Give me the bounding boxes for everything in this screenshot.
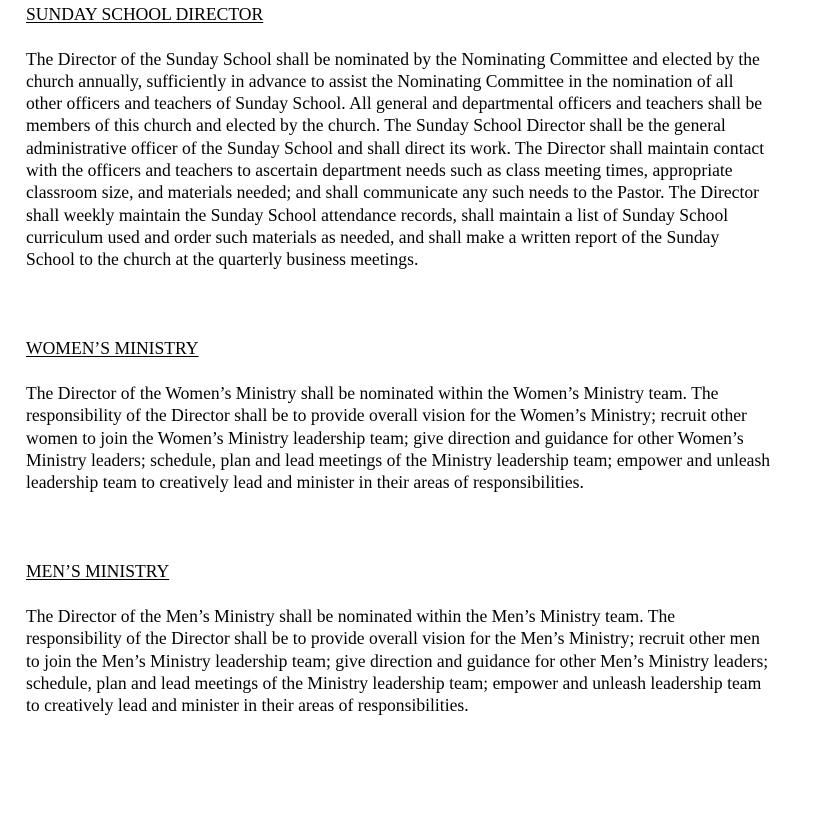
section-spacer xyxy=(26,271,771,316)
document-page xyxy=(26,3,771,717)
section-sunday-school-director xyxy=(26,3,771,271)
section-heading: MEN’S MINISTRY xyxy=(26,561,170,582)
section-body: The Director of the Sunday School shall be nominated by the Nominating Committee and elected by the church annually, sufficiently in advance to assist the Nominating Committee in the nomination of all other officers and teachers of Sunday School. All general and departmental officers and teachers shall be members of this church and elected by the church. The Sunday School Director shall be the general administrative officer of the Sunday School and shall direct its work. The Director shall maintain contact with the officers and teachers to ascertain department needs such as class meeting times, appropriate classroom size, and materials needed; and shall communicate any such needs to the Pastor. The Director shall weekly maintain the Sunday School attendance records, shall maintain a list of Sunday School curriculum used and order such materials as needed, and shall make a written report of the Sunday School to the church at the quarterly business meetings. xyxy=(26,48,765,270)
section-heading: WOMEN’S MINISTRY xyxy=(26,338,199,359)
section-body: The Director of the Men’s Ministry shall be nominated within the Men’s Ministry team. The responsibility of the Director shall be to provide overall vision for the Men’s Ministry; recruit other men to join the Men’s Ministry leadership team; give direction and guidance for other Men’s Ministry leaders; schedule, plan and lead meetings of the Ministry leadership team; empower and unleash leadership team to creatively lead and minister in their areas of responsibilities. xyxy=(26,606,769,716)
section-heading: SUNDAY SCHOOL DIRECTOR xyxy=(26,4,264,24)
section-spacer xyxy=(26,315,771,337)
section-body: The Director of the Women’s Ministry shall be nominated within the Women’s Ministry team. The responsibility of the Director shall be to provide overall vision for the Women’s Ministry; recruit other women to join the Women’s Ministry leadership team; give direction and guidance for other Women’s Ministry leaders; schedule, plan and lead meetings of the Ministry leadership team; empower and unleash leadership team to creatively lead and minister in their areas of responsibilities. xyxy=(26,383,771,493)
section-spacer xyxy=(26,538,771,560)
section-mens-ministry xyxy=(26,560,771,716)
section-womens-ministry xyxy=(26,337,771,493)
section-spacer xyxy=(26,494,771,539)
